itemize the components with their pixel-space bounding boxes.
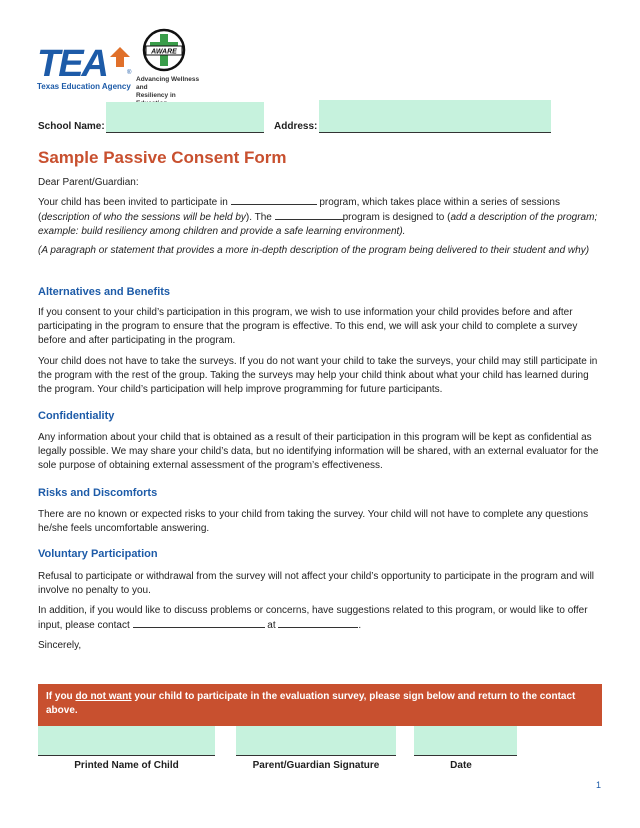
opt-out-banner bbox=[38, 684, 602, 726]
confidentiality-heading: Confidentiality bbox=[38, 410, 115, 422]
intro-text-2: program, which takes place within a series of sessions ( bbox=[38, 197, 560, 223]
voluntary-text-1: In addition, if you would like to discuss problems or concerns, have suggestions related to this program, or would like to offer input, please contact bbox=[38, 605, 588, 631]
intro-paragraph bbox=[38, 195, 604, 239]
banner-text-1: If you bbox=[46, 691, 73, 702]
contact-name-blank[interactable] bbox=[133, 618, 265, 628]
school-name-underline bbox=[106, 132, 264, 133]
program-name-blank[interactable] bbox=[231, 195, 317, 205]
intro-text-5: program is designed to ( bbox=[342, 212, 451, 223]
registered-mark: ® bbox=[127, 70, 132, 76]
closing: Sincerely, bbox=[38, 640, 82, 651]
risks-paragraph: There are no known or expected risks to your child from taking the survey. Your child will not have to complete any questions he/she feels uncomfortable answering. bbox=[38, 509, 589, 534]
intro-text-1: Your child has been invited to participate in bbox=[38, 197, 228, 208]
address-underline bbox=[319, 132, 551, 133]
greeting: Dear Parent/Guardian: bbox=[38, 177, 139, 188]
voluntary-paragraph-1: Refusal to participate or withdrawal from the survey will not affect your child’s opportunity to participate in the program and will involve no penalty to you. bbox=[38, 571, 595, 596]
school-info-row bbox=[38, 100, 558, 136]
guardian-signature-label: Parent/Guardian Signature bbox=[252, 760, 380, 771]
aware-subtitle-line-2: Resiliency in bbox=[136, 92, 176, 99]
intro-text-4: ). The bbox=[245, 212, 272, 223]
tea-logo-subtitle: Texas Education Agency bbox=[37, 82, 131, 91]
voluntary-paragraph-2 bbox=[38, 604, 604, 633]
page-title: Sample Passive Consent Form bbox=[38, 148, 287, 167]
child-name-field[interactable] bbox=[38, 726, 215, 756]
school-name-label: School Name: bbox=[38, 121, 105, 132]
banner-text-2: your child to participate in the evaluation survey, please sign below and return to the contact above. bbox=[46, 691, 576, 716]
school-name-field[interactable] bbox=[106, 102, 264, 133]
intro-text-3: description of who the sessions will be held by bbox=[41, 212, 246, 223]
tea-logo bbox=[37, 44, 132, 94]
alternatives-paragraph-2: Your child does not have to take the surveys. If you do not want your child to take the surveys, your child may still participate in the program with the rest of the group. Taking the surveys may help your child think about what your child has learned during the program. Your child’s participation will help improve programming for future participants. bbox=[38, 356, 598, 395]
aware-subtitle-line-1: Advancing Wellness and bbox=[136, 76, 200, 91]
aware-logo bbox=[136, 28, 206, 99]
aware-emblem-text: AWARE bbox=[151, 48, 177, 56]
alternatives-heading: Alternatives and Benefits bbox=[38, 286, 171, 298]
star-icon bbox=[109, 46, 131, 68]
voluntary-text-2: at bbox=[267, 620, 276, 631]
aware-emblem-icon bbox=[142, 28, 186, 72]
date-field[interactable] bbox=[414, 726, 517, 756]
confidentiality-paragraph: Any information about your child that is obtained as a result of their participation in this program will be kept as confidential as legally possible. We may share your child’s data, but no identifying information will be shared, with an external evaluator for the sole purpose of obtaining external assessment of the program’s effectiveness. bbox=[38, 432, 599, 471]
guardian-signature-field[interactable] bbox=[236, 726, 396, 756]
intro-text-6: add a description of the program; example: build resiliency among children and provide a safe learning environment). bbox=[38, 212, 598, 237]
banner-text-emphasis: do not want bbox=[75, 691, 132, 702]
alternatives-paragraph-1: If you consent to your child’s participation in this program, we wish to use information your child provides before and after participating in the program to ensure that the program is effective. To this end, we will ask your child to complete a survey before and after participating in the program. bbox=[38, 307, 578, 346]
voluntary-text-3: . bbox=[358, 620, 362, 631]
intro-description-note: (A paragraph or statement that provides a more in-depth description of the program being delivered to their student and why) bbox=[38, 245, 590, 256]
voluntary-heading: Voluntary Participation bbox=[38, 548, 158, 560]
risks-heading: Risks and Discomforts bbox=[38, 487, 158, 499]
tea-logo-word: TEA bbox=[37, 43, 107, 85]
address-field[interactable] bbox=[319, 100, 551, 133]
address-label: Address: bbox=[274, 121, 318, 132]
child-name-label: Printed Name of Child bbox=[74, 760, 179, 771]
contact-info-blank[interactable] bbox=[278, 618, 358, 628]
date-label: Date bbox=[450, 760, 472, 771]
page-number: 1 bbox=[596, 780, 602, 790]
program-name-blank-2[interactable] bbox=[275, 210, 343, 220]
